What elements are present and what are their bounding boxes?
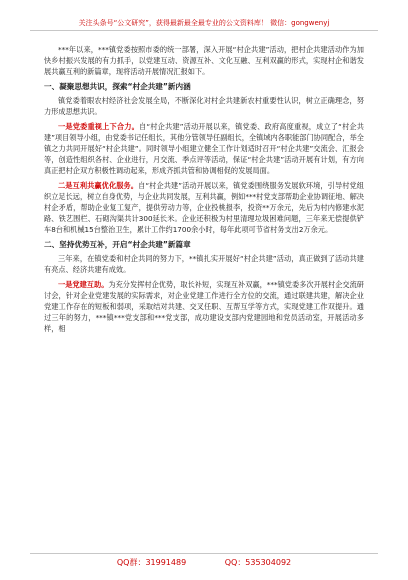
footer-divider xyxy=(30,553,378,554)
section-2-paragraph: 三年来，在镇党委和村企共同的努力下，**镇扎实开展好“村企共建”活动，真正做到了活动共建有亮点、经济共建有成效。 xyxy=(44,254,364,275)
item-3-text: 为充分发挥村企优势，取长补短，实现互补双赢，***镇党委多次开展村企交流研讨会，针对企业党建发展的实际需求，对企业党建工作进行全方位的交流，通过联建共建，解决企业党建工作存在的短板和弱项，采取结对共建、交叉任职、互帮互学等方式，实现党建工作双提升。通过三年的努力，***镇***党支部和***党支部，成功建设支部内党建园地和党员活动室，开展活动多样，相 xyxy=(44,279,364,334)
item-2-label: 二是互利共赢优化服务。 xyxy=(58,180,139,190)
section-1-item-1 xyxy=(44,121,364,177)
section-2-heading: 二、坚持优势互补，开启“村企共建”新篇章 xyxy=(44,239,191,249)
section-1-heading: 一、凝聚思想共识，探索“村企共建”新内涵 xyxy=(44,81,191,91)
item-1-text: 自“村企共建”活动开展以来，镇党委、政府高度重视，成立了“村企共建”项目领导小组，由党委书记任组长，其他分管领导任副组长，全镇域内各职能部门协同配合，举全镇之力共同开展好“村企共建”。同时领导小组建立健全工作计划适时召开“村企共建”交流会、汇报会等，创造性组织各村、企业进行，月交流、季点评等活动，保证“村企共建”活动开展有计划，有方向真正把村企双方积极性调动起来，形成齐抓共管和协调相促的发展局面。 xyxy=(44,121,364,176)
header-banner: 关注头条号“公文研究”，获得最新最全最专业的公文资料库！ 微信：gongwenyj xyxy=(78,19,330,27)
item-1-label: 一是党委重视上下合力。 xyxy=(58,121,139,131)
item-3-label: 一是党建互助。 xyxy=(58,279,109,289)
intro-paragraph: ***年以来，***镇党委按照市委的统一部署，深入开展“村企共建”活动，把村企共建活动作为加快乡村振兴发展的有力抓手，以党建互动、资源互补、文化互融、互利双赢的形式，实现村企和谐发展共赢互利的新篇章，现将活动开展情况汇报如下。 xyxy=(44,45,364,77)
section-2-item-1 xyxy=(44,279,364,335)
section-1-item-2 xyxy=(44,180,364,236)
section-1-paragraph: 镇党委着眼农村经济社会发展全局，不断深化对村企共建新农村重要性认识，树立正确理念，努力形成思想共识。 xyxy=(44,96,364,117)
document-body xyxy=(44,44,364,546)
footer xyxy=(40,558,368,568)
footer-qq-group: QQ群：31991489 xyxy=(116,558,187,567)
footer-qq: QQ：535304092 xyxy=(224,558,292,567)
header-divider xyxy=(30,30,378,31)
item-2-text: 自“村企共建”活动开展以来，镇党委围绕服务发展软环境，引导村党组织立足长远，树立自身优势，与企业共同发展，互利共赢，例如***村党支部帮助企业协调征地、解决村企矛盾，帮助企业复工复产，提供劳动力等，企业投桃报李，投资**万余元，先后为村内修建水泥路、铁艺围栏、石砌沟渠共计300延长米。企业还积极为村里清理垃圾困难问题，三年来无偿提供铲车8台和机械15台整治卫生，累计工作约1700余小时，每年此项可节省村务支出2万余元。 xyxy=(44,180,364,235)
